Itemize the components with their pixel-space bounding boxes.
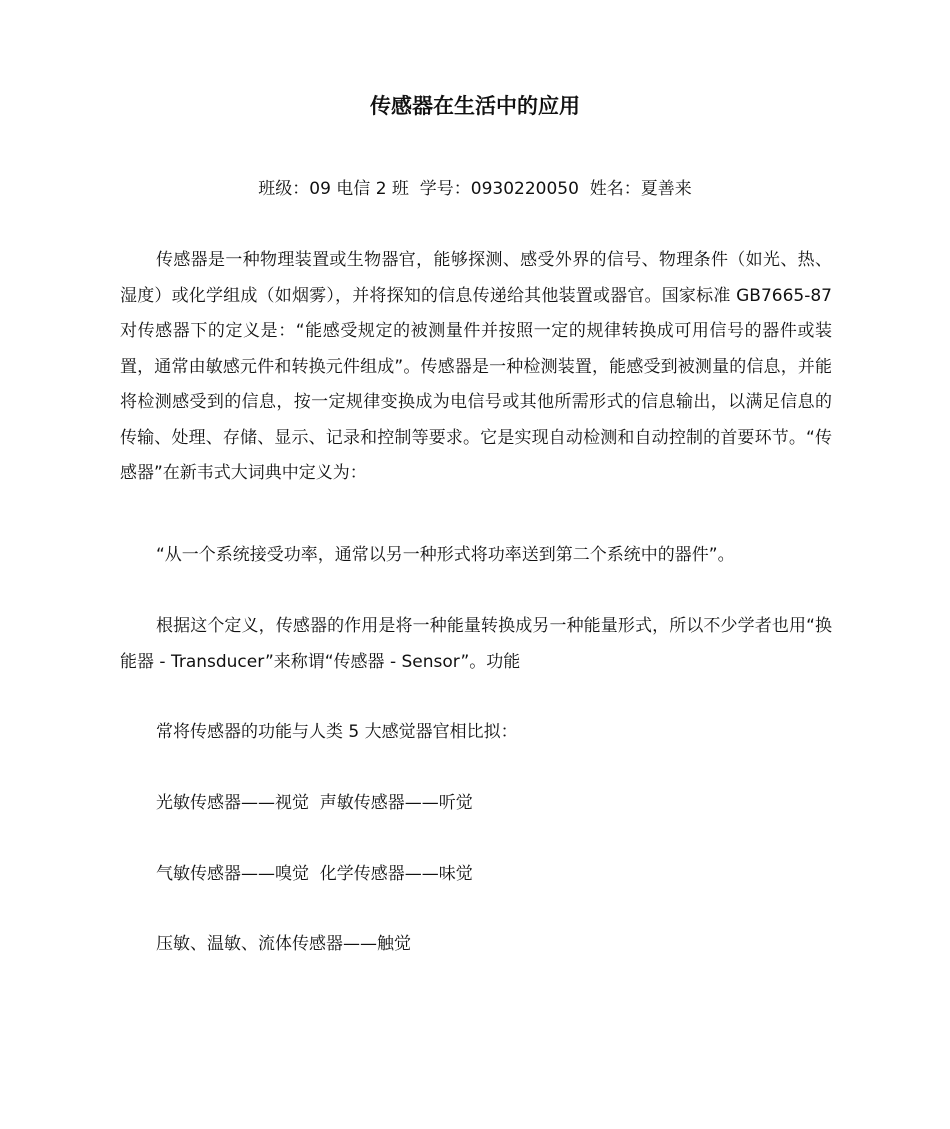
student-info-line <box>0 175 950 203</box>
student-name-label: 姓名：夏善来 <box>589 179 692 199</box>
paragraph-sense-pair-2: 气敏传感器——嗅觉 化学传感器——味觉 <box>156 864 473 884</box>
paragraph-definition: 传感器是一种物理装置或生物器官，能够探测、感受外界的信号、物理条件（如光、热、湿度）或化学组成（如烟雾），并将探知的信息传递给其他装置或器官。国家标准 GB7665-87 对传感器下的定义是：“能感受规定的被测量件并按照一定的规律转换成可用信号的器件或装置，通常由敏感元件和转换元件组成”。传感器是一种检测装置，能感受到被测量的信息，并能将检测感受到的信息，按一定规律变换成为电信号或其他所需形式的信息输出，以满足信息的传输、处理、存储、显示、记录和控制等要求。它是实现自动检测和自动控制的首要环节。“传感器”在新韦式大词典中定义为： <box>120 250 832 483</box>
paragraph-sense-touch: 压敏、温敏、流体传感器——触觉 <box>156 934 411 954</box>
paragraph-senses-intro: 常将传感器的功能与人类 5 大感觉器官相比拟： <box>156 722 518 742</box>
class-label: 班级：09 电信 2 班 <box>258 179 409 199</box>
paragraph-transducer: 根据这个定义，传感器的作用是将一种能量转换成另一种能量形式，所以不少学者也用“换能器 - Transducer”来称谓“传感器 - Sensor”。功能 <box>120 616 832 672</box>
student-id-label: 学号：0930220050 <box>419 179 579 199</box>
paragraph-sense-pair-1: 光敏传感器——视觉 声敏传感器——听觉 <box>156 793 473 813</box>
paragraph-quote: “从一个系统接受功率，通常以另一种形式将功率送到第二个系统中的器件”。 <box>156 545 735 565</box>
document-title: 传感器在生活中的应用 <box>370 94 580 118</box>
